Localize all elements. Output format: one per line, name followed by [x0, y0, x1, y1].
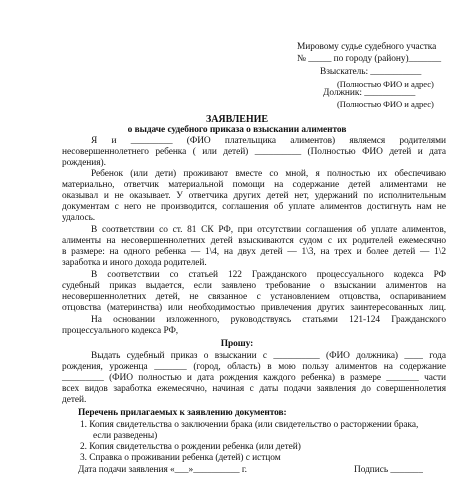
body-line: в размере: на одного ребенка — 1\4, на двух детей — 1\3, на трех и более детей — 1\2 [62, 247, 446, 257]
attachments-heading: Перечень прилагаемых к заявлению документов: [78, 408, 287, 418]
body-line: На основании изложенного, руководствуясь статьями 121-124 Гражданского [91, 315, 446, 325]
body-line: заработка и иного дохода родителей. [62, 258, 207, 268]
body-line: Ребенок (или дети) проживают вместе со мной, я полностью их обеспечиваю [91, 169, 446, 179]
court-district-line: № _____ по городу (району)_______ [297, 54, 441, 64]
addressee-line: Мировому судье судебного участка [297, 42, 437, 52]
body-line: рождения). [62, 158, 106, 168]
claimant-hint: (Полностью ФИО и адрес) [337, 79, 434, 89]
attachment-item: 2. Копия свидетельства о рождении ребенка (или детей) [80, 442, 301, 452]
request-heading: Прошу: [220, 339, 254, 349]
request-line: рождения, уроженца _______ (город, область) в мою пользу алиментов на содержание [62, 362, 446, 372]
body-line: алименты на несовершеннолетних детей взыскиваются судом с их родителей ежемесячно [62, 236, 446, 246]
request-line: Выдать судебный приказ о взыскании с __________ (ФИО должника) ____ года [91, 351, 446, 361]
debtor-line: Должник: ___________ [323, 88, 416, 98]
body-line: В соответствии со статьей 122 Гражданского процессуального кодекса РФ [91, 270, 446, 280]
body-line: удалось. [62, 213, 96, 223]
attachment-item: 3. Справка о проживании ребенка (детей) с истцом [80, 453, 281, 463]
request-line: _________ (ФИО полностью и дата рождения каждого ребенка) в размере _______ части [62, 373, 446, 383]
body-line: В соответствии со ст. 81 СК РФ, при отсутствии соглашения об уплате алиментов, [91, 225, 446, 235]
request-line: детей. [62, 395, 87, 405]
request-line: всех видов заработка ежемесячно, начиная с даты подачи заявления до совершеннолетия [62, 384, 446, 394]
body-line: материально, ответчик материальной помощи на содержание детей алиментами не [62, 180, 446, 190]
claimant-line: Взыскатель: ___________ [320, 67, 422, 77]
attachment-item: 1. Копия свидетельства о заключении брака (или свидетельство о расторжении брака, [80, 420, 419, 430]
body-line: оказывал и не оказывает. У ответчика других детей нет, удержаний по исполнительным [62, 191, 446, 201]
body-line: процессуального кодекса РФ, [62, 326, 179, 336]
body-line: судебный приказ выдается, если заявлено требование о взыскании алиментов на [62, 281, 446, 291]
submission-date: Дата подачи заявления «___»__________ г. [78, 465, 247, 475]
body-line: несовершеннолетнего ребенка ( или детей) __________ (Полностью ФИО детей и дата [62, 147, 446, 157]
debtor-hint: (Полностью ФИО и адрес) [337, 99, 434, 109]
attachment-item-continuation: если разведены) [93, 431, 158, 441]
body-line: Я и _________ (ФИО плательщика алиментов) являемся родителями [91, 136, 446, 146]
document-title: ЗАЯВЛЕНИЕ [206, 114, 268, 125]
document-subtitle: о выдаче судебного приказа о взыскании алиментов [127, 125, 347, 135]
body-line: несовершеннолетних детей, не связанное с установлением отцовства, оспариванием [62, 292, 446, 302]
body-line: отцовства (материнства) или необходимостью привлечения других заинтересованных лиц. [62, 303, 446, 313]
body-line: документам с него не производится, соглашения об уплате алиментов достигнуть нам не [62, 202, 446, 212]
signature-line: Подпись _______ [354, 465, 423, 475]
